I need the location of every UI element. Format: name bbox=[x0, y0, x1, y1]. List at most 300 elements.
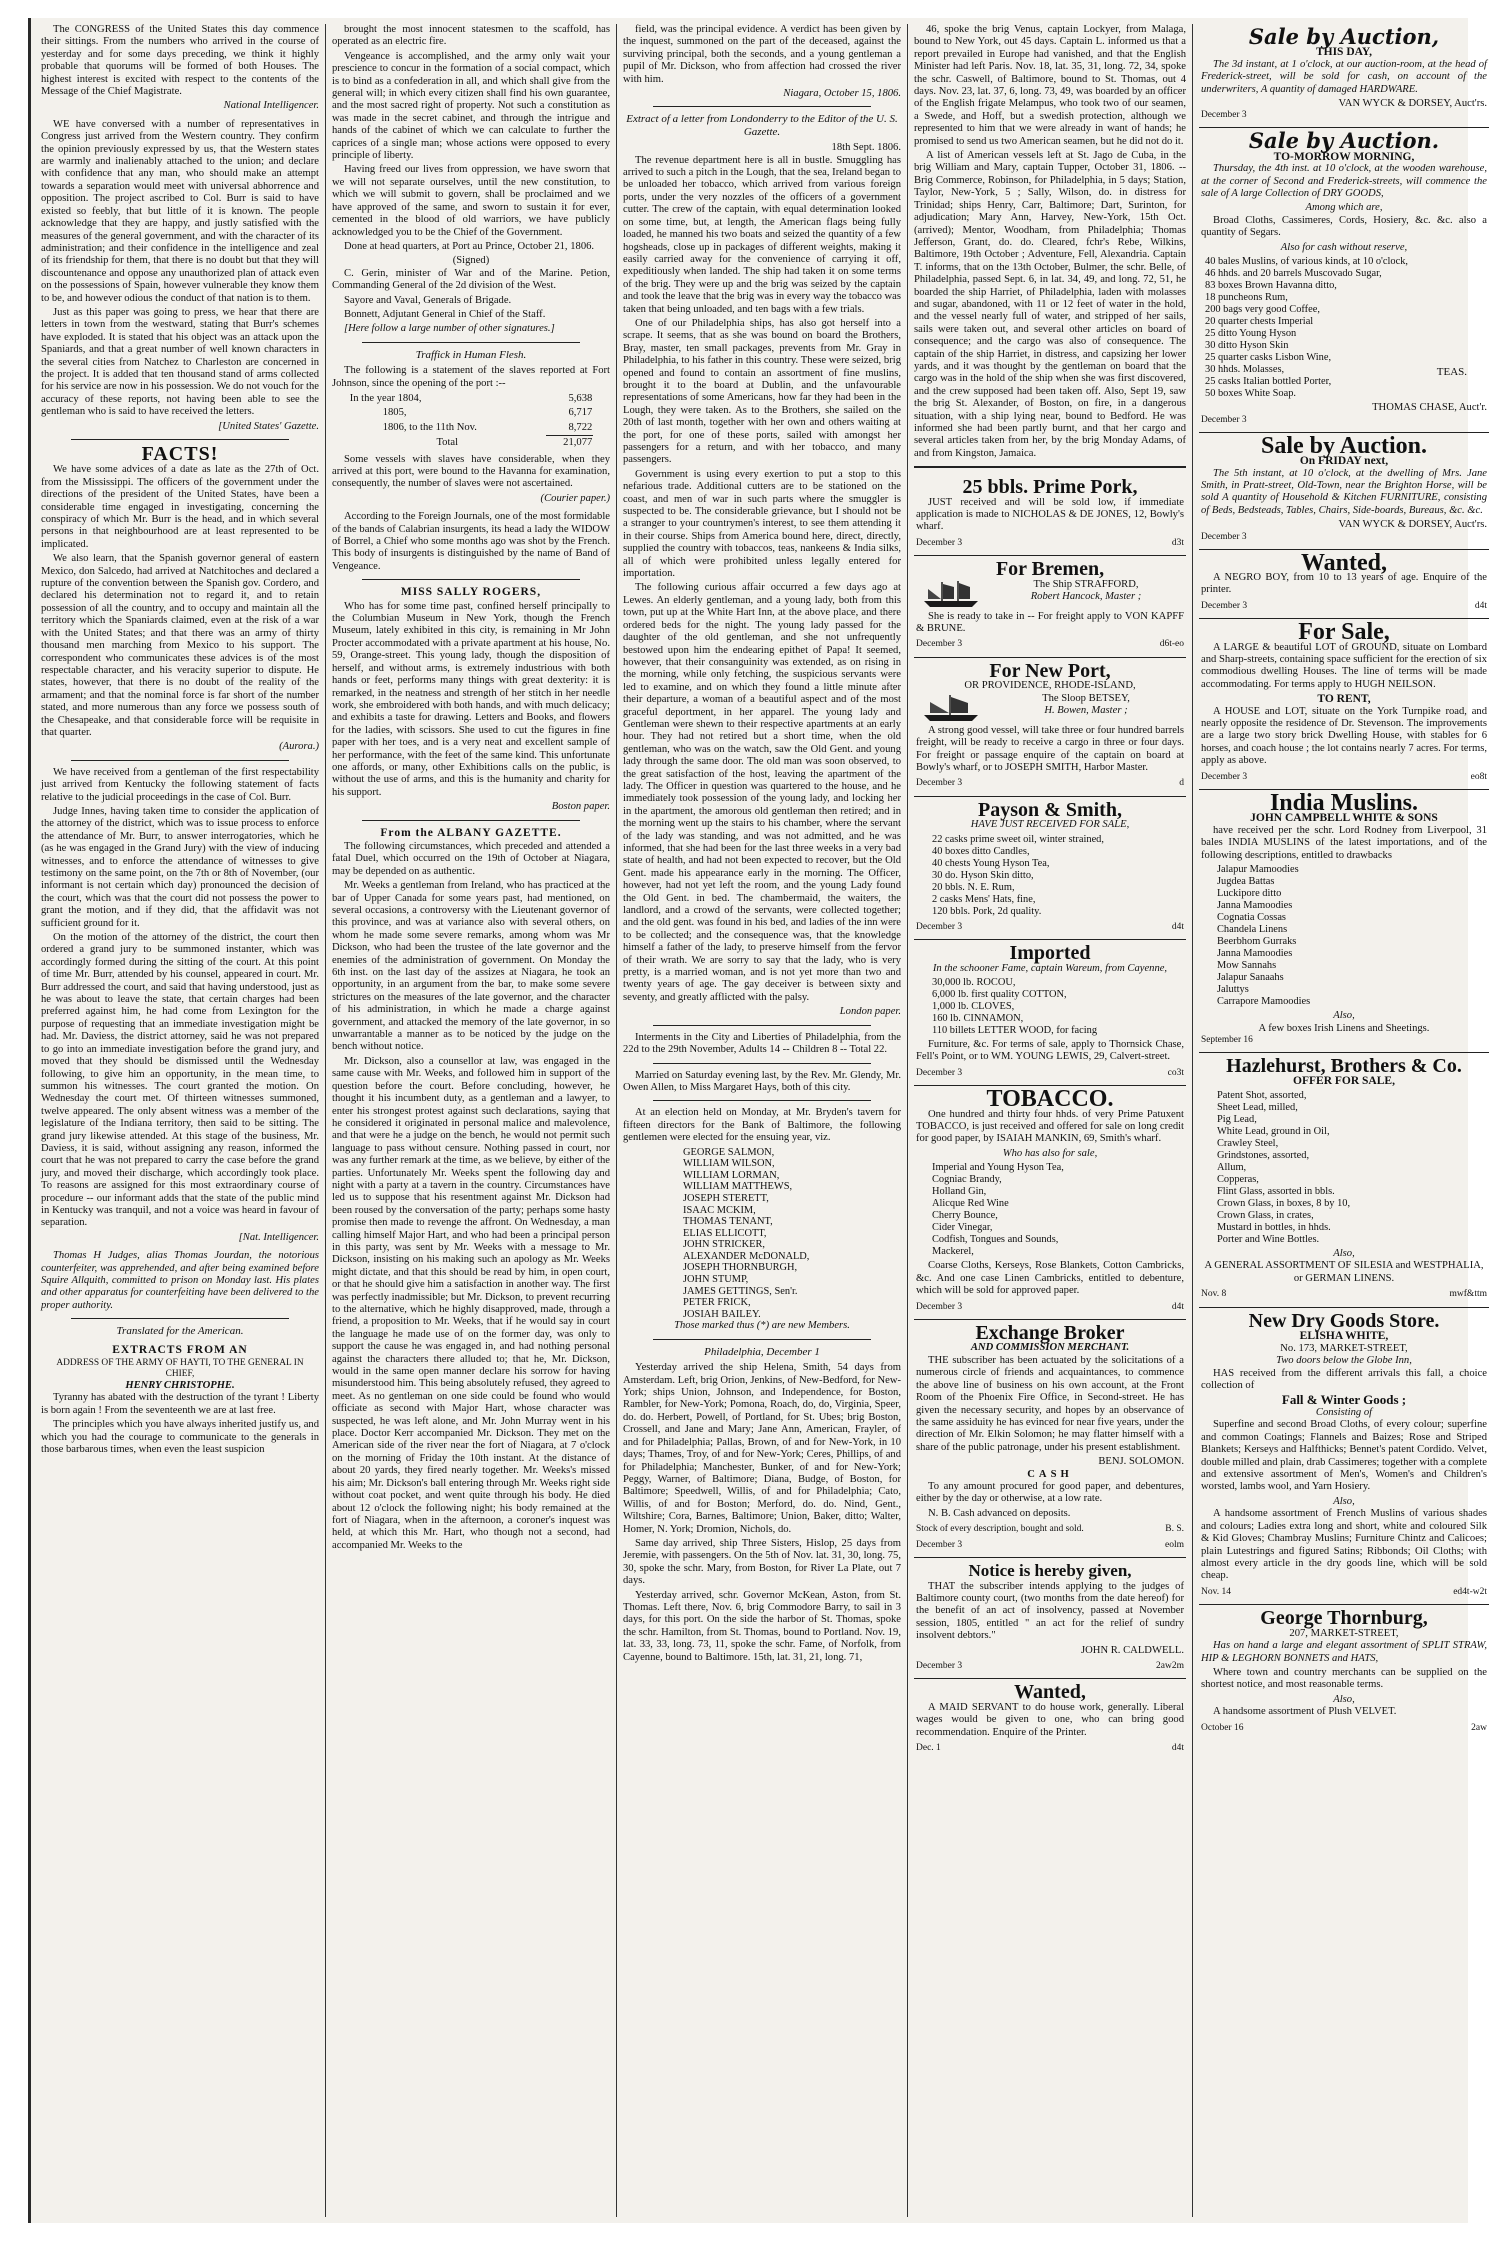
ad-among: Among which are, bbox=[1305, 202, 1383, 214]
ad-consist: Consisting of bbox=[1315, 1406, 1373, 1418]
ad-stock: Stock of every description, bought and sold. bbox=[916, 1524, 1084, 1535]
ad-body: Furniture, &c. For terms of sale, apply to Thornsick Chase, Fell's Point, or to WM. YOUNG LEWIS, 29, Calvert-street. bbox=[916, 1039, 1184, 1063]
ad-body: THE subscriber has been actuated by the solicitations of a numerous circle of friends and acquaintances, to commence the above line of business on his own account, at the Front Room of the Phoenix Fire Office, in Second-street. He has given the necessary security, and hopes by an observance of the same assiduity he has evinced for near five years, under the direction of Mr. Elkin Solomon; he may flatter himself with a share of the public patronage, under his present establishment. bbox=[916, 1354, 1184, 1453]
ad-code: d4t bbox=[1474, 600, 1487, 611]
ad-date: December 3 bbox=[916, 1301, 963, 1312]
ad-subtitle: AND COMMISSION MERCHANT. bbox=[970, 1342, 1130, 1354]
list-item: GEORGE SALMON, bbox=[683, 1146, 775, 1158]
ad-date: December 3 bbox=[916, 778, 963, 789]
paragraph: 46, spoke the brig Venus, captain Lockyer, from Malaga, bound to New York, out 45 days. Captain L. informed us that a report prevailed in Europe had vanished, and that the English Minister had left Paris. Nov. 18, lat. 35, 31, long. 72, 34, spoke the schr. Caswell, of Baltimore, bound to St. Thomas, out 4 days. Nov. 23, lat. 37, 6, long. 73, 49, was boarded by an officer of the English frigate Melampus, who took two of our seamen, a Swede, and Hoff, but a swedish protection, although we represented to him that we were already in want of hands; he promised to send us two American seamen, but he did not do it. bbox=[914, 24, 1186, 147]
ad-body: The 3d instant, at 1 o'clock, at our auction-room, at the head of Frederick-street, will be sold for cash, on account of the underwriters, A quantity of damaged HARDWARE. bbox=[1201, 58, 1487, 95]
ad-title: TOBACCO. bbox=[986, 1086, 1114, 1113]
divider bbox=[653, 1025, 871, 1026]
list-item: 30 ditto Hyson Skin bbox=[1205, 340, 1289, 352]
divider bbox=[362, 342, 580, 343]
list-item: Carrapore Mamoodies bbox=[1217, 996, 1311, 1008]
list-item: 40 chests Young Hyson Tea, bbox=[932, 857, 1050, 869]
ad-date: December 3 bbox=[916, 639, 963, 650]
table-cell: 21,077 bbox=[563, 437, 593, 449]
payson-ad bbox=[914, 797, 1186, 940]
list-item: 25 quarter casks Lisbon Wine, bbox=[1205, 352, 1332, 364]
ad-when: THIS DAY, bbox=[1315, 46, 1373, 59]
paragraph: The following is a statement of the slaves reported at Fort Johnson, since the opening of the port :-- bbox=[332, 365, 610, 389]
list-item: 20 bbls. N. E. Rum, bbox=[932, 881, 1015, 893]
signature: (Aurora.) bbox=[279, 741, 319, 753]
ad-title: For New Port, bbox=[989, 659, 1111, 682]
column-rule bbox=[325, 24, 326, 2217]
ad-footer bbox=[916, 537, 1184, 549]
list-item: 40 bales Muslins, of various kinds, at 10 o'clock, bbox=[1205, 256, 1409, 268]
list-item: 25 ditto Young Hyson bbox=[1205, 328, 1297, 340]
ad-code: co3t bbox=[1167, 1067, 1184, 1078]
list-item: Porter and Wine Bottles. bbox=[1217, 1233, 1320, 1245]
tobacco-ad bbox=[914, 1086, 1186, 1320]
list-item: Jalapur Mamoodies bbox=[1217, 864, 1299, 876]
item-list bbox=[1201, 1090, 1487, 1246]
table-row bbox=[349, 406, 594, 420]
table-row bbox=[349, 421, 594, 436]
ad-body: A handsome assortment of Plush VELVET. bbox=[1213, 1706, 1397, 1718]
column-4 bbox=[914, 24, 1186, 2217]
ad-footer bbox=[1201, 600, 1487, 612]
for-sale-ad bbox=[1199, 619, 1489, 790]
ad-title: Hazlehurst, Brothers & Co. bbox=[1226, 1055, 1462, 1078]
list-item: JOHN STUMP, bbox=[683, 1274, 749, 1286]
ad-date: Nov. 14 bbox=[1201, 1586, 1231, 1597]
paragraph: Thomas H Judges, alias Thomas Jourdan, the notorious counterfeiter, was apprehended, and after being examined before Squire Allquith, committed to prison on Monday last. His plates and other apparatus for counterfeiting have been delivered to the proper authority. bbox=[41, 1250, 319, 1311]
ad-body: One hundred and thirty four hhds. of very Prime Patuxent TOBACCO, is just received and offered for sale on long credit for good paper, by ISAIAH MANKIN, 69, Smith's wharf. bbox=[916, 1108, 1184, 1145]
notice-ad bbox=[914, 1558, 1186, 1679]
ad-title: Sale by Auction, bbox=[1248, 24, 1440, 49]
ad-subtitle: OR PROVIDENCE, RHODE-ISLAND, bbox=[964, 680, 1136, 692]
ad-also: Who has also for sale, bbox=[1002, 1147, 1098, 1159]
auction-ad-1 bbox=[1199, 24, 1489, 128]
wanted-boy-ad bbox=[1199, 550, 1489, 620]
paragraph: Some vessels with slaves have considerable, when they arrived at this port, were bound to the Havanna for examination, consequently, the number of slaves were not ascertained. bbox=[332, 453, 610, 490]
list-item: Crown Glass, in crates, bbox=[1217, 1209, 1314, 1221]
table-cell: 6,717 bbox=[568, 407, 593, 419]
ad-date: December 3 bbox=[1201, 414, 1247, 425]
paragraph: Yesterday arrived, schr. Governor McKean, Aston, from St. Thomas. Left there, Nov. 6, brig Commodore Barry, to sail in 3 days, for this port. On the side the harbor of St. Thomas, spoke the schr. Hamilton, from St. Thomas, bound to Portland. Nov. 19, lat. 33, 33, long. 73, 11, spoke the schr. Fame, of Norfolk, from Cayenne, bound to Baltimore. 15th, lat. 31, 21, long. 71, bbox=[623, 1589, 901, 1663]
ad-body: THAT the subscriber intends applying to the judges of Baltimore county court, (two months from the date hereof) for the benefit of an act of insolvency, passed at November session, 1805, entitled " an act for the relief of sundry insolvent debtors." bbox=[916, 1580, 1184, 1642]
paragraph: Mr. Dickson, also a counsellor at law, was engaged in the same cause with Mr. Weeks, and followed him in support of the question before the court. Before concluding, however, he thought it his incumbent duty, as a gentleman and a lawyer, to enter his strongest protest against such declarations, saying that he considered it originated in personal malice and malevolence, and that were he a judge on the bench, he would not permit such language to pass without censure. Nothing passed in court, nor was any further remark at the time, as we believe, by either of the parties. Unfortunately Mr. Weeks spent the following day and night with a party at a tavern in the country. Circumstances have led us to suppose that his resentment against Mr. Dickson had been roused by the conversation of the party; perhaps some hasty promise then made to revenge the affront. On Wednesday, a man calling himself Major Hart, and who had been a principal person in this party, was sent by Mr. Weeks with a message to Mr. Dickson, insisting on his making such an apology as Mr. Weeks might dictate, and that this should be read by him, in open court, or that he should give him a satisfaction in another way. The first was perfectly inadmissible; but Mr. Dickson, to prevent recurring to the alternative, which he highly disapproved, made, through a friend, a proposition to Mr. Weeks, that if he would say in court the language he made use of on the former day, was only to support the cause he was engaged in, and had nothing personal against the characters there alluded to; that he, Mr. Dickson, would in the same open manner declare his sorrow for having misunderstood him. This being absolutely refused, they agreed to meet. As no gentleman on one side could be found who would officiate as second with Major Hart, whose character was suspected, he was left alone, and Mr. John Murray went in his place. Doctor Kerr accompanied Mr. Dickson. They met on the American side of the river near the fort of Niagara, at 7 o'clock on the morning of Friday the 10th instant. At the distance of about 20 yards, they fired nearly together. Mr. Weeks's missed his aim; Mr. Dickson's ball entering through Mr. Weeks right side without coat pocket, and went quite through his body. He died about 12 o'clock the following night; his body remained at the fort of Niagara, when in the afternoon, a coroner's inquest was held, at which this Mr. Hart, who though not a second, had accompanied Mr. Weeks to the bbox=[332, 1055, 610, 1551]
divider bbox=[914, 466, 1186, 468]
ad-footer bbox=[1201, 1586, 1487, 1598]
ad-ship: The Sloop BETSEY, bbox=[1042, 692, 1130, 704]
list-item: 160 lb. CINNAMON, bbox=[932, 1013, 1024, 1025]
ad-date: December 3 bbox=[916, 921, 963, 932]
list-item: ISAAC MCKIM, bbox=[683, 1204, 756, 1216]
table-row bbox=[349, 392, 594, 406]
paragraph: Having freed our lives from oppression, we have sworn that we will not separate ourselves, until the new constitution, to which we will submit to govern, shall be proclaimed and we have approved of the same, and sworn to sustain it for ever, cemented in the blood of old warriors, we have publicly acknowledged you to be the Chief of the Government. bbox=[332, 164, 610, 238]
table-cell: Total bbox=[436, 436, 459, 448]
paragraph: One of our Philadelphia ships, has also got herself into a scrape. It seems, that as she was bound on board the Brothers, Bray, master, ten small packages, prevents from Mr. Gray in Philadelphia, to his father in this country. These were seized, brig opened and found to contain an assortment of fine muslins, brought it to the board at Dublin, and the unfavourable representations of some Americans, how far they had been in the Lough, they were taken. As to the Brothers, she sailed on the 20th of last month, together with her own and others waiting at the port, for one of these ports, sailed with amongst her passengers for a return, and with her tobacco, and many passengers. bbox=[623, 317, 901, 466]
ad-body: Superfine and second Broad Cloths, of every colour; superfine and common Coatings; Flannels and Baizes; Rose and Striped Blankets; Kerseys and Halfthicks; Bennet's patent Cordido. Velvet, double milled and plain, drab Cassimeres; together with a complete and extensive assortment of Men's, Women's and Children's worsted, lambs wool, and Yarn Hosiery. bbox=[1201, 1419, 1487, 1493]
paragraph: Mr. Weeks a gentleman from Ireland, who has practiced at the bar of Upper Canada for some years past, had mentioned, on several occasions, a controversy with the Lieutenant governor of this province, and was at variance also with several others, on whom he made some severe remarks, among whom was Mr Dickson, who had been the trustee of the late governor and the enemies of the administration of government. On Monday the 6th inst. on the last day of the assizes at Niagara, he took an opportunity, in an argument from the bar, to make some severe strictures on the measures of the late governor, and the character of his administration, in which he made a charge against government, and attacked the memory of the late governor, in so unwarrantable a manner as to be noticed by the judge on the bench without notice. bbox=[332, 880, 610, 1053]
extract-date: 18th Sept. 1806. bbox=[831, 142, 901, 154]
table-cell: 1805, bbox=[382, 407, 407, 419]
list-item: JOSIAH BAILEY. bbox=[683, 1308, 761, 1320]
list-item: 30,000 lb. ROCOU, bbox=[932, 977, 1016, 989]
paragraph: Just as this paper was going to press, we hear that there are letters in town from the westward, stating that Burr's schemes have exploded. It is stated that his object was an attack upon the Spaniards, and that a great number of well known characters in the several cities from Natchez to Charleston are concerned in the project. It is added that ten thousand stand of arms collected for his service are now in his possession. We do not vouch for the accuracy of these reports, not having been able to see the gentleman who is said to have received the letters. bbox=[41, 306, 319, 418]
list-item: Sheet Lead, milled, bbox=[1217, 1101, 1298, 1113]
list-item: Luckipore ditto bbox=[1217, 888, 1282, 900]
ship-icon bbox=[920, 579, 982, 609]
paragraph: The revenue department here is all in bustle. Smuggling has arrived to such a pitch in the Lough, that the sea, Ireland began to be unloaded her tobacco, which arrived from various foreign ports, under the very nozzles of the officers of a government cutter. The crew of the captain, with equal determination looked on some time, but, at length, the American flags being fully loaded, he manned his two boats and seized the quantity of a few hogsheads, close up in packages of different weights, making it easily carried away for the convenience of carrying it off, expeditiously when landed. The ship had taken it on some terms of the brig. They were up and the brig was seized by the captain and took the leave that the brig was in every way the tobacco was taken that being unloaded, and ten bags with a few trials. bbox=[623, 154, 901, 315]
list-item: Jugdea Battas bbox=[1217, 876, 1275, 888]
list-item: Holland Gin, bbox=[932, 1186, 987, 1198]
ad-body: A LARGE & beautiful LOT of GROUND, situate on Lombard and Sharp-streets, containing space sufficient for the erection of six commodious dwelling Houses. The line of terms will be made accommodating. For terms apply to HUGH NEILSON. bbox=[1201, 641, 1487, 690]
list-item: JOSEPH STERETT, bbox=[683, 1192, 769, 1204]
paragraph: Bonnett, Adjutant General in Chief of the Staff. bbox=[344, 308, 546, 320]
divider bbox=[653, 1063, 871, 1064]
ad-footer bbox=[916, 921, 1184, 933]
list-item: Codfish, Tongues and Sounds, bbox=[932, 1234, 1059, 1246]
ad-date: December 3 bbox=[916, 537, 963, 548]
bremen-ad bbox=[914, 556, 1186, 658]
ad-code: mwf&ttm bbox=[1449, 1289, 1487, 1300]
goods-list-wrap bbox=[1201, 256, 1487, 400]
paragraph: The CONGRESS of the United States this day commence their sittings. From the numbers who arrived in the course of yesterday and for some days preceding, we think it highly probable that quorums will be formed of both Houses. The highest interest is excited with respect to the contents of the Message of the Chief Magistrate. bbox=[41, 24, 319, 98]
ad-footer bbox=[916, 1660, 1184, 1672]
list-item: 30 do. Hyson Skin ditto, bbox=[932, 869, 1034, 881]
list-item: Cherry Bounce, bbox=[932, 1210, 998, 1222]
ad-date: December 3 bbox=[916, 1660, 963, 1671]
ad-signature: THOMAS CHASE, Auct'r. bbox=[1372, 402, 1487, 414]
column-rule bbox=[616, 24, 617, 2217]
signature: London paper. bbox=[839, 1006, 901, 1018]
divider bbox=[653, 106, 871, 107]
list-item: JAMES GETTINGS, Sen'r. bbox=[683, 1285, 798, 1297]
directors-note: Those marked thus (*) are new Members. bbox=[674, 1320, 850, 1332]
ad-footer bbox=[916, 1523, 1184, 1535]
ad-subtitle: In the schooner Fame, captain Wareum, from Cayenne, bbox=[932, 962, 1168, 974]
ad-body: N. B. Cash advanced on deposits. bbox=[928, 1507, 1071, 1519]
philadelphia-heading: Philadelphia, December 1 bbox=[704, 1345, 820, 1358]
ad-code: d bbox=[1179, 778, 1184, 789]
ad-code: 2aw bbox=[1471, 1722, 1487, 1733]
paragraph: We have some advices of a date as late as the 27th of Oct. from the Mississippi. The officers of the government under the directions of the president of the United States, have been a considerable time engaged in investigating, concerning the conspiracy of which Mr. Burr is the head, and in which several persons in that neighbourhood are at least represented to be implicated. bbox=[41, 464, 319, 550]
list-item: Flint Glass, assorted in bbls. bbox=[1217, 1185, 1335, 1197]
list-item: Beerbhom Gurraks bbox=[1217, 936, 1297, 948]
paragraph: Same day arrived, ship Three Sisters, Hislop, 25 days from Jeremie, with passengers. On the 5th of Nov. lat. 31, 30, long. 75, 30, spoke the schr. Mary, from Boston, for River La Plate, out 7 days. bbox=[623, 1537, 901, 1587]
ad-body: A HOUSE and LOT, situate on the York Turnpike road, and nearly opposite the residence of Dr. Stevenson. The improvements are a large two story brick Dwelling House, with stables for 6 horses, and coach house ; the lot contains nearly 7 acres. For terms, apply as above. bbox=[1201, 705, 1487, 767]
ad-also: Also, bbox=[1333, 1495, 1355, 1507]
ad-title: Wanted, bbox=[1014, 1681, 1086, 1704]
ad-body: A handsome assortment of French Muslins of various shades and colours; Ladies extra long and short, white and coloured Silk & Kid Gloves; Chambray Muslins; Furniture Chintz and Calicoes; plain Lutestrings and figured Satins; Ribbonds; Oil Cloths; with almost every article in the dry goods line, which will be sold cheap. bbox=[1201, 1508, 1487, 1582]
paragraph: Who has for some time past, confined herself principally to the Columbian Museum in New York, though the French Museum, lately exhibited in this city, is remaining in Mr John Procter accommodated with a private apartment at his house, No. 59, Orange-street. This young lady, though the disposition of herself, and without arms, is extremely industrious with both hands or feet, performs many things with great dexterity: it is remarked, in the neatness and strength of her stitch in her needle work, she embroidered with both hands, and with much delicacy; and exhibits a taste for drawing. Letters and Books, and flowers for the ladies, with scissors. She used to cut the figures in fine paper with her toes, and is a very neat and excellent sample of her performance, with the feet of the same kind. This unfortunate one affords, or many, other Exhibitions calls on the public, is without the use of arms, and this is the humanity and charity for his support. bbox=[332, 600, 610, 798]
paragraph: Judge Innes, having taken time to consider the application of the attorney of the district, which was to issue process to enforce the attendance of Mr. Burr, to answer interrogatories, which he (as he was engaged in the Grand Jury) with the view of inducing witnesses, and to enforce the attendance of witnesses to give testimony on the same point, on the 7th or 8th of November, (our informant is not certain which day) pronounced the decision of the court, which was that the court did not possess the power to grant the motion, and if they did, that the affidavit was not sufficient ground for it. bbox=[41, 805, 319, 929]
list-item: White Lead, ground in Oil, bbox=[1217, 1125, 1330, 1137]
ad-when: TO-MORROW MORNING, bbox=[1273, 150, 1415, 163]
ad-date: December 3 bbox=[1201, 600, 1248, 611]
ad-master: H. Bowen, Master ; bbox=[1044, 705, 1128, 717]
facts-heading: FACTS! bbox=[141, 443, 219, 465]
paragraph: C. Gerin, minister of War and of the Marine. Petion, Commanding General of the 2d division of the West. bbox=[332, 267, 610, 292]
list-item: Jalapur Sanaahs bbox=[1217, 972, 1284, 984]
table-cell: 8,722 bbox=[546, 421, 594, 436]
ad-address: 207, MARKET-STREET, bbox=[1289, 1627, 1399, 1639]
ad-also: Also, bbox=[1333, 1247, 1355, 1259]
ad-title: Sale by Auction. bbox=[1248, 128, 1440, 154]
ad-signature: VAN WYCK & DORSEY, Auct'rs. bbox=[1338, 98, 1487, 110]
ad-body: A few boxes Irish Linens and Sheetings. bbox=[1258, 1022, 1430, 1034]
list-item: JOSEPH THORNBURGH, bbox=[683, 1262, 798, 1274]
ad-subtitle: The Ship STRAFFORD, bbox=[1033, 578, 1139, 590]
ad-title: Exchange Broker bbox=[975, 1322, 1125, 1344]
ad-date: September 16 bbox=[1201, 1035, 1253, 1046]
list-item: 30 hhds. Molasses, bbox=[1205, 364, 1285, 376]
list-item: 22 casks prime sweet oil, winter strained, bbox=[932, 833, 1104, 845]
table-row bbox=[349, 436, 594, 451]
paragraph: Done at head quarters, at Port au Prince, October 21, 1806. bbox=[344, 240, 595, 252]
list-item: Allum, bbox=[1217, 1161, 1247, 1173]
list-item: Alicque Red Wine bbox=[932, 1198, 1009, 1210]
ad-body: Thursday, the 4th inst. at 10 o'clock, at the wooden warehouse, at the corner of Second and Frederick-streets, will commence the sale of A large Collection of DRY GOODS, bbox=[1201, 163, 1487, 200]
ad-date: October 16 bbox=[1201, 1722, 1244, 1733]
list-item: Janna Mamoodies bbox=[1217, 900, 1293, 912]
ad-body: HAS received from the different arrivals this fall, a choice collection of bbox=[1201, 1367, 1487, 1391]
signed-label: (Signed) bbox=[452, 255, 490, 267]
ad-title: Sale by Auction. bbox=[1260, 432, 1428, 459]
ad-code: B. S. bbox=[1165, 1524, 1184, 1535]
ad-title: For Sale, bbox=[1298, 619, 1390, 646]
column-rule bbox=[907, 24, 908, 2217]
ad-signature: JOHN R. CALDWELL. bbox=[1081, 1644, 1184, 1656]
list-item: 110 billets LETTER WOOD, for facing bbox=[932, 1025, 1098, 1037]
list-item: WILLIAM WILSON, bbox=[683, 1158, 775, 1170]
ad-code: eo8t bbox=[1470, 771, 1487, 782]
paragraph: Sayore and Vaval, Generals of Brigade. bbox=[344, 294, 512, 306]
paragraph: WE have conversed with a number of representatives in Congress just arrived from the Western country. They confirm the opinion previously expressed by us, that the Western states are warmly and inalienably attached to the union; and declare with confidence that any man, who should make an attempt towards a separation would meet with universal abhorrence and opposition. The project ascribed to Col. Burr is said to have existed so feebly, that but little of it is known. The people acknowledge that they are happy, and justly satisfied with the measures of the general government, and with the character of its administration; and their confidence in the intelligence and zeal of its friendship for them, that there is no doubt but that they will discountenance and oppose any unauthorized plan of attack even on the possessions of Spain, however vulnerable they know them to be, and however odious the conduct of that nation is to them. bbox=[41, 118, 319, 304]
extracts-heading: EXTRACTS FROM AN bbox=[112, 1343, 248, 1356]
sally-heading: MISS SALLY ROGERS, bbox=[400, 586, 542, 599]
list-item: WILLIAM MATTHEWS, bbox=[683, 1181, 793, 1193]
ad-cash: CASH bbox=[1027, 1468, 1073, 1480]
ad-date: December 3 bbox=[916, 1539, 963, 1550]
list-item: 40 boxes ditto Candles, bbox=[932, 845, 1030, 857]
paragraph: The following circumstances, which preceded and attended a fatal Duel, which occurred on the 19th of October at Niagara, may be depended on as authentic. bbox=[332, 840, 610, 877]
ad-code: d4t bbox=[1171, 1301, 1184, 1312]
list-item: 120 bbls. Pork, 2d quality. bbox=[932, 905, 1042, 917]
paragraph: brought the most innocent statesmen to the scaffold, has operated as an electric fire. bbox=[332, 24, 610, 48]
ad-subtitle: OFFER FOR SALE, bbox=[1293, 1075, 1395, 1088]
ad-body: The 5th instant, at 10 o'clock, at the dwelling of Mrs. Jane Smith, in Pratt-street, Old-Town, near the Brighton Horse, will be sold A quantity of Household & Kitchen FURNITURE, consisting of Beds, Bedsteads, Tables, Chairs, Side-boards, Bureaus, &c. &c. bbox=[1201, 467, 1487, 516]
list-item: JOHN STRICKER, bbox=[683, 1239, 765, 1251]
list-item: 1,000 lb. CLOVES, bbox=[932, 1001, 1015, 1013]
ad-also: Also for cash without reserve, bbox=[1280, 241, 1408, 253]
list-item: 6,000 lb. first quality COTTON, bbox=[932, 989, 1067, 1001]
item-list bbox=[916, 1162, 1184, 1258]
ad-title: Notice is hereby given, bbox=[968, 1561, 1132, 1581]
hazlehurst-ad bbox=[1199, 1053, 1489, 1308]
ad-body: Broad Cloths, Cassimeres, Cords, Hosiery, &c. &c. also a quantity of Segars. bbox=[1201, 214, 1487, 239]
ad-body: Where town and country merchants can be supplied on the shortest notice, and most reasonable terms. bbox=[1201, 1666, 1487, 1691]
list-item: Chandela Linens bbox=[1217, 924, 1288, 936]
item-list bbox=[1201, 864, 1487, 1008]
paragraph: [Here follow a large number of other signatures.] bbox=[344, 323, 555, 335]
paragraph: A list of American vessels left at St. Jago de Cuba, in the brig William and Mary, captain Tupper, October 31, 1806. -- Brig Commerce, Robinson, for Philadelphia, in 5 days; Station, Taylor, New-York, 5 ; Sally, Wilson, do. in distress for Trinidad; ships Henry, Carr, Baltimore; Dart, Surinton, for adjudication; Mary Ann, Harvey, New-York, 15th Oct. (arrived); Mentor, Woodham, from Philadelphia; Thomas Jefferson, Grant, do. do. Cleared, fchr's Rebe, Wilkins, Baltimore, 19th October ; Adventure, Fell, Alexandria. Captain T. informs, that on the 13th October, Bulmer, the schr. Belle, of Philadelphia, passed Sept. 6, in lat. 34, 49, and long. 72, 51, he boarded the ship Harriet, of Philadelphia, laden with molasses and sugar, abandoned, with 11 or 12 feet of water in the hold, and the vessel nearly full of water, and stripped of her sails, sails were taken out, and several other articles on board of consequence; and the cargo was also of consequence. The captain of the ship Harriet, in distress, and capsizing her lower yards, and it was thought by the gentleman on board that the cargo was in the hold of the ship when she was first discovered, and the crew supposed had been taken off. Also, Sept 19, saw the brig St. Alexander, of Boston, on fire, in a dangerous situation, with a ship lying near, bound to Bedford. He was informed she had been partly burnt, and that her cargo and several articles taken from her, by the brig Monday Adams, of and from Kingston, Jamaica. bbox=[914, 150, 1186, 459]
traffic-heading: Traffick in Human Flesh. bbox=[415, 348, 527, 361]
newspaper-page bbox=[28, 18, 1487, 2223]
ad-body: Coarse Cloths, Kerseys, Rose Blankets, Cotton Cambricks, &c. And one case Linen Cambricks, entitled to debenture, which will be sold for approved paper. bbox=[916, 1260, 1184, 1297]
column-grid bbox=[41, 24, 1487, 2217]
paragraph: Government is using every exertion to put a stop to this nefarious trade. Additional cutters are to be stationed on the coast, and men of war in such parts where the smuggler is suspected to be. The considerable grievance, but I should not be a stranger to your countrymen's interest, to see them attending it in their course. Ships from America bound here, direct, directly, supplied the country with tobaccos, teas, nankeens & India silks, all of which were prohibited unless legally entered for importation. bbox=[623, 468, 901, 580]
pork-ad bbox=[914, 474, 1186, 556]
list-item: 83 boxes Brown Havanna ditto, bbox=[1205, 280, 1337, 292]
ad-footer bbox=[1201, 771, 1487, 783]
column-1 bbox=[41, 24, 319, 2217]
translation-note: Translated for the American. bbox=[116, 1325, 244, 1338]
list-item: ELIAS ELLICOTT, bbox=[683, 1227, 767, 1239]
list-item: Mustard in bottles, in hhds. bbox=[1217, 1221, 1331, 1233]
ad-master: Robert Hancock, Master ; bbox=[1030, 591, 1142, 603]
list-item: Jaluttys bbox=[1217, 984, 1249, 996]
list-item: Cider Vinegar, bbox=[932, 1222, 993, 1234]
signature: [Nat. Intelligencer. bbox=[238, 1231, 319, 1243]
ad-body: A MAID SERVANT to do house work, generally. Liberal wages would be given to one, who can bring good recommendation. Enquire of the Printer. bbox=[916, 1701, 1184, 1738]
ad-title: Wanted, bbox=[1300, 549, 1387, 576]
ad-date: December 3 bbox=[1201, 771, 1248, 782]
paragraph: We also learn, that the Spanish governor general of eastern Mexico, don Salcedo, had arrived at Natchitoches and declared a rupture of the convention between the Spanish gov. Cordero, and declared his determination not to regard it, and to retain possession of all the country, and to occupy and maintain all the territory which the Spaniards claimed, even at the risk of a war with the United States; and that there was an army of thirty thousand men marching from Mexico to his support. The correspondent who communicates these advices is of the most respectable character, and his veracity superior to dispute. He states, however, that there is no doubt of the reality of the armament; and that the nominal force is far short of the number stated, and more numerous than any force we possess south of the Chesapeake, and that considerable force will be requisite in that quarter. bbox=[41, 553, 319, 738]
paragraph: The following curious affair occurred a few days ago at Lewes. An elderly gentleman, and a young lady, both from this town, put up at the White Hart Inn, at the above place, and there ordered beds for the night. The young lady passed for the daughter of the old gentleman, and she not unfrequently bestowed upon him the endearing epithet of Papa! It seemed, however, that their consanguinity was extended, as on rising in the morning, while only fetching, the suspicious servants were led to examine, and on which they found a little minute after their departure, a woman of a beautiful aspect and of the most graceful deportment, in her apparel. The young lady and Gentleman were shewn to their respective apartments at an early hour. They had not retired but a short time, when the old gentleman, who was on the watch, saw the Old Gent. and young lady through the same door. The old man was soon observed, to the great satisfaction of the host, leaving the apartment of the lady. The Officer in question was quartered to the house, and he immediately took possession of the young lady, and locking her in the apartment, the amorous old gentleman then retired; and in the morning went up the stairs to his chamber, where the servant of the lady was standing, and was not admitted, and he was informed, that she had been for the last three weeks in a very bad state of health, and had not been expected to recover, but the Old Gent. made his appearance early in the morning. The Officer, however, had not yet left the room, and the young Lady found the Old Gent. in bed. The chambermaid, the waiters, the landlord, and a crowd of the servants, were collected together; and the old gent. was found in his bed, and ladies of the inn were to be collected; and the consequence was, that the knowledge himself a father of the lady, to preserve himself from the fervor of their wrath. We are sorry to say that the lady, who is very pretty, is a married woman, and is not yet more than two and twenty years of age. The gay deceiver is between sixty and seventy, and greatly afflicted with the palsy. bbox=[623, 582, 901, 1003]
paragraph: Interments in the City and Liberties of Philadelphia, from the 22d to the 29th November, Adults 14 -- Children 8 -- Total 22. bbox=[623, 1031, 901, 1056]
imported-ad bbox=[914, 940, 1186, 1086]
ad-footer bbox=[916, 777, 1184, 789]
divider bbox=[71, 439, 289, 440]
ad-body: Has on hand a large and elegant assortment of SPLIT STRAW, HIP & LEGHORN BONNETS and HATS, bbox=[1201, 1640, 1487, 1664]
signature: Boston paper. bbox=[551, 801, 610, 813]
divider bbox=[71, 1318, 289, 1319]
paragraph: Yesterday arrived the ship Helena, Smith, 54 days from Amsterdam. Left, brig Orion, Jenkins, of New-Bedford, for New-York; ships Union, Johnson, and Independence, for Boston, Rambler, for New-York; Pomona, Roach, do, do, Virginia, Speer, do. do. Herbert, Powell, of Portland, for St. Ubes; brig Boston, Crossell, and Jane and Mary; Jane Ann, American, Frayler, of and for Philadelphia; Pallas, Brown, of and for New-York, in 10 days; Thames, Troy, of and for New-York; Ceres, Phillips, of and for Philadelphia; Manchester, Bunker, of and for New-York; Peggy, Warner, of Baltimore; Diana, Budge, of Boston, for Baltimore; Speedwell, Willis, of and for Philadelphia; Cato, Willis, of and for Boston; Merford, do. do. Nind, Gent., Wiltshire; Cora, Barnes, Baltimore; Union, Baker, ditto; Walter, Homer, N. York; Dromion, Nichols, do. bbox=[623, 1362, 902, 1535]
ad-body: A NEGRO BOY, from 10 to 13 years of age. Enquire of the printer. bbox=[1201, 571, 1487, 596]
extract-heading: Extract of a letter from Londonderry to the Editor of the U. S. Gazette. bbox=[626, 113, 898, 138]
paragraph: field, was the principal evidence. A verdict has been given by the inquest, summoned on the part of the deceased, against the surviving principal, both the seconds, and a young gentleman a pupil of Mr. Dickson, who from affection had crossed the river with him. bbox=[623, 24, 901, 85]
ad-code: d4t bbox=[1171, 921, 1184, 932]
ad-code: d6t-eo bbox=[1159, 639, 1184, 650]
list-item: Patent Shot, assorted, bbox=[1217, 1089, 1307, 1101]
ad-code: ed4t-w2t bbox=[1453, 1586, 1487, 1597]
list-item: Janna Mamoodies bbox=[1217, 948, 1293, 960]
ad-signature: VAN WYCK & DORSEY, Auct'rs. bbox=[1338, 519, 1487, 531]
ad-title: Imported bbox=[1009, 942, 1091, 965]
auction-ad-2 bbox=[1199, 128, 1489, 432]
ad-also: Also, bbox=[1333, 1693, 1355, 1705]
list-item: 25 casks Italian bottled Porter, bbox=[1205, 376, 1332, 388]
list-item: Imperial and Young Hyson Tea, bbox=[932, 1162, 1064, 1174]
paragraph: We have received from a gentleman of the first respectability just arrived from Kentucky the following statement of facts relative to the judicial proceedings in the case of Col. Burr. bbox=[41, 766, 319, 803]
list-item: Crawley Steel, bbox=[1217, 1137, 1279, 1149]
table-cell: 1806, to the 11th Nov. bbox=[382, 422, 477, 434]
ad-body: To any amount procured for good paper, and debentures, either by the day or otherwise, at a low rate. bbox=[916, 1481, 1184, 1505]
paragraph: On the motion of the attorney of the district, the court then ordered a grand jury to be summoned instanter, which was accordingly formed during the sitting of the court. At this point of time Mr. Burr, attended by his counsel, appeared in court. Mr. Burr addressed the court, and said that having understood, just as he was about to leave the state, that certain charges had been preferred against him, he had come from Lexington for the purpose of requesting that an immediate investigation might be had. Mr. Daviess, the district attorney, said he was not prepared to go into an immediate investigation before the grand jury, and moved that they should be dismissed until the Wednesday following, to give him an opportunity, in the mean time, to summon his witnesses. The court granted the motion. On Wednesday the court met. Of thirteen witnesses summoned, twelve appeared. The only absent witness was a member of the legislature of the Indiana territory, then said to be sitting. The grand jury likewise attended. At this stage of the business, Mr. Daviess, it is said, without assigning any reason, informed the court that he was not prepared to carry the case before the grand jury, and moved their discharge, which accordingly took place. To reasons are assigned for this most extraordinary course of procedure -- our informant adds that the state of the public mind in Kentucky was tranquil, and not a voice was heard in favour of separation. bbox=[41, 932, 319, 1229]
ad-footer bbox=[916, 1539, 1184, 1551]
ad-title: India Muslins. bbox=[1269, 790, 1419, 817]
ad-title: George Thornburg, bbox=[1260, 1607, 1428, 1630]
ad-title: TO RENT, bbox=[1317, 693, 1371, 706]
column-3 bbox=[623, 24, 901, 2217]
column-rule bbox=[1192, 24, 1193, 2217]
teas-bracket-label: TEAS. bbox=[1436, 366, 1467, 379]
ad-date: December 3 bbox=[1201, 110, 1247, 121]
list-item: Cogniac Brandy, bbox=[932, 1174, 1002, 1186]
paragraph: The principles which you have always inherited justify us, and which you had the courage to communicate to the generals in those barbarous times, when even the least suspicion bbox=[41, 1419, 319, 1456]
list-item: Copperas, bbox=[1217, 1173, 1259, 1185]
ad-footer bbox=[916, 1301, 1184, 1313]
table-cell: In the year 1804, bbox=[349, 392, 422, 404]
divider bbox=[71, 760, 289, 761]
dry-goods-ad bbox=[1199, 1308, 1489, 1605]
ad-title: 25 bbls. Prime Pork, bbox=[962, 476, 1138, 499]
divider bbox=[362, 579, 580, 580]
ad-address: Two doors below the Globe Inn, bbox=[1276, 1355, 1412, 1367]
directors-list bbox=[623, 1147, 901, 1321]
list-item: 18 puncheons Rum, bbox=[1205, 292, 1288, 304]
ad-title: For Bremen, bbox=[995, 558, 1105, 581]
auction-ad-3 bbox=[1199, 433, 1489, 550]
ad-address: No. 173, MARKET-STREET, bbox=[1280, 1342, 1408, 1354]
table-cell: 5,638 bbox=[568, 392, 593, 404]
ad-title: New Dry Goods Store. bbox=[1248, 1309, 1440, 1332]
paragraph: Married on Saturday evening last, by the Rev. Mr. Glendy, Mr. Owen Allen, to Miss Margaret Hays, both of this city. bbox=[623, 1069, 901, 1093]
ad-code: d3t bbox=[1171, 537, 1184, 548]
signature: [United States' Gazette. bbox=[218, 420, 319, 432]
ad-date: Dec. 1 bbox=[916, 1742, 941, 1753]
extracts-name: HENRY CHRISTOPHE. bbox=[125, 1380, 235, 1392]
dateline: Niagara, October 15, 1806. bbox=[783, 88, 901, 100]
newport-ad bbox=[914, 658, 1186, 797]
ad-goods: Fall & Winter Goods ; bbox=[1281, 1392, 1407, 1408]
extracts-subheading: ADDRESS OF THE ARMY OF HAYTI, TO THE GENERAL IN CHIEF, bbox=[56, 1358, 304, 1380]
column-5 bbox=[1199, 24, 1489, 2217]
ad-subtitle: HAVE JUST RECEIVED FOR SALE, bbox=[970, 819, 1130, 831]
item-list bbox=[916, 977, 1184, 1037]
slaves-table bbox=[349, 392, 594, 451]
item-list bbox=[916, 834, 1184, 918]
ad-footer bbox=[916, 1742, 1184, 1754]
ad-footer bbox=[916, 638, 1184, 650]
list-item: Cognatia Cossas bbox=[1217, 912, 1286, 924]
ad-footer bbox=[1201, 1288, 1487, 1300]
list-item: 46 hhds. and 20 barrels Muscovado Sugar, bbox=[1205, 268, 1382, 280]
ad-signature: BENJ. SOLOMON. bbox=[1098, 1456, 1184, 1468]
ad-name: ELISHA WHITE, bbox=[1299, 1330, 1389, 1343]
divider bbox=[362, 820, 580, 821]
ad-date: December 3 bbox=[916, 1067, 963, 1078]
list-item: THOMAS TENANT, bbox=[683, 1216, 773, 1228]
list-item: ALEXANDER McDONALD, bbox=[683, 1250, 810, 1262]
list-item: WILLIAM LORMAN, bbox=[683, 1169, 780, 1181]
ad-body: have received per the schr. Lord Rodney from Liverpool, 31 bales INDIA MUSLINS of the latest importations, and of the following descriptions, entitled to drawbacks bbox=[1201, 824, 1487, 861]
list-item: Mow Sannahs bbox=[1217, 960, 1277, 972]
ad-body: She is ready to take in -- For freight apply to VON KAPFF & BRUNE. bbox=[916, 610, 1184, 635]
ad-date: Nov. 8 bbox=[1201, 1289, 1227, 1300]
list-item: 20 quarter chests Imperial bbox=[1205, 316, 1314, 328]
ad-footer bbox=[1201, 1722, 1487, 1734]
list-item: Grindstones, assorted, bbox=[1217, 1149, 1310, 1161]
ad-code: d4t bbox=[1171, 1742, 1184, 1753]
list-item: PETER FRICK, bbox=[683, 1297, 751, 1309]
paragraph: At an election held on Monday, at Mr. Bryden's tavern for fifteen directors for the Bank of Baltimore, the following gentlemen were elected for the ensuing year, viz. bbox=[623, 1107, 901, 1144]
list-item: 50 boxes White Soap. bbox=[1205, 388, 1297, 400]
india-muslins-ad bbox=[1199, 790, 1489, 1053]
ship-icon bbox=[920, 693, 982, 723]
divider bbox=[653, 1339, 871, 1340]
ad-body: JUST received and will be sold low, if immediate application is made to NICHOLAS & DE JONES, 12, Bowly's wharf. bbox=[916, 496, 1184, 533]
paragraph: Vengeance is accomplished, and the army only wait your prescience to concur in the formation of a social compact, which is to bind as a confederation in all, and which shall give from the general will; in which every citizen shall find his own guarantee, and the most sacred right of property. Not such a constitution as was made in the secret cabinet, and through the intrigue and hands of the cabinet of which we can calculate to further the caprices of a single man; whose actions were opposed to every principle of liberty. bbox=[332, 50, 610, 162]
list-item: 200 bags very good Coffee, bbox=[1205, 304, 1320, 316]
list-item: Pig Lead, bbox=[1217, 1113, 1257, 1125]
